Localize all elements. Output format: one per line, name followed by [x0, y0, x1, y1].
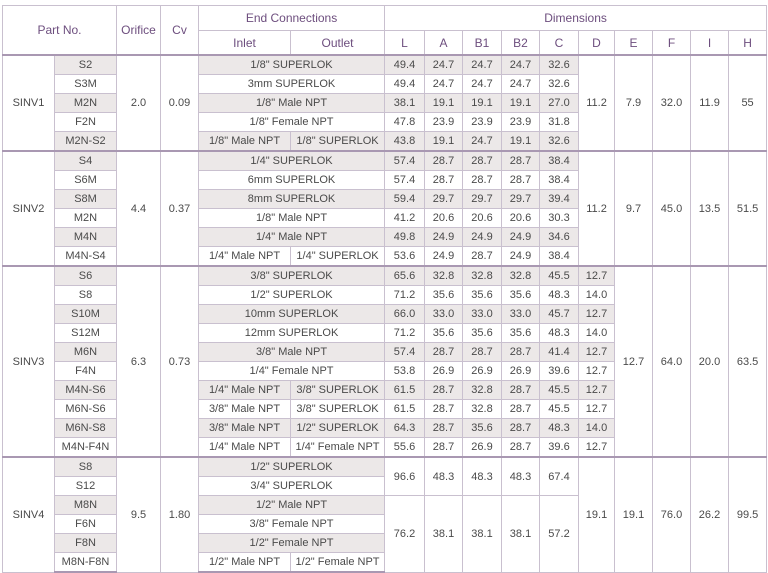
- part-number-cell: F8N: [55, 534, 117, 553]
- dim-c-cell: 67.4: [540, 457, 579, 496]
- dim-b2-cell: 28.7: [502, 343, 540, 362]
- inlet-cell: 3/8" Male NPT: [199, 400, 291, 419]
- end-connection-cell: 1/2" SUPERLOK: [199, 286, 385, 305]
- end-connection-cell: 3/8" SUPERLOK: [199, 266, 385, 286]
- dim-i-cell: 20.0: [691, 266, 729, 457]
- dim-a-cell: 35.6: [425, 286, 463, 305]
- dim-l-cell: 38.1: [385, 94, 425, 113]
- dim-a-cell: 28.7: [425, 381, 463, 400]
- dim-d-cell: 12.7: [579, 362, 615, 381]
- dim-l-cell: 43.8: [385, 132, 425, 152]
- end-connection-cell: 1/4" SUPERLOK: [199, 151, 385, 171]
- dim-a-cell: 24.7: [425, 55, 463, 75]
- dim-d-cell: 12.7: [579, 343, 615, 362]
- dim-l-cell: 96.6: [385, 457, 425, 496]
- dim-b2-cell: 38.1: [502, 496, 540, 573]
- part-number-cell: M4N: [55, 228, 117, 247]
- series-cell: SINV3: [3, 266, 55, 457]
- dim-i-cell: 11.9: [691, 55, 729, 151]
- orifice-cell: 2.0: [117, 55, 161, 151]
- dim-h-cell: 99.5: [729, 457, 767, 572]
- part-number-cell: S12M: [55, 324, 117, 343]
- end-connection-cell: 3mm SUPERLOK: [199, 75, 385, 94]
- dim-b1-cell: 29.7: [463, 190, 502, 209]
- dim-e-cell: 19.1: [615, 457, 653, 572]
- dim-b2-cell: 28.7: [502, 171, 540, 190]
- dim-b2-cell: 29.7: [502, 190, 540, 209]
- part-number-cell: S10M: [55, 305, 117, 324]
- dim-c-cell: 32.6: [540, 55, 579, 75]
- dim-d-cell: 14.0: [579, 286, 615, 305]
- table-row: [3, 55, 767, 75]
- end-connection-cell: 3/8" Female NPT: [199, 515, 385, 534]
- end-connection-cell: 1/2" Male NPT: [199, 496, 385, 515]
- dim-c-cell: 45.7: [540, 305, 579, 324]
- dim-c-cell: 45.5: [540, 381, 579, 400]
- dim-f-cell: 64.0: [653, 266, 691, 457]
- dim-c-cell: 39.6: [540, 438, 579, 458]
- outlet-cell: 1/4" Female NPT: [291, 438, 385, 458]
- dim-a-cell: 23.9: [425, 113, 463, 132]
- dim-a-cell: 28.7: [425, 343, 463, 362]
- end-connection-cell: 6mm SUPERLOK: [199, 171, 385, 190]
- dim-b2-cell: 28.7: [502, 400, 540, 419]
- inlet-cell: 1/4" Male NPT: [199, 438, 291, 458]
- part-number-cell: S8: [55, 286, 117, 305]
- dim-l-cell: 61.5: [385, 400, 425, 419]
- dim-a-cell: 19.1: [425, 94, 463, 113]
- dim-b2-cell: 24.9: [502, 228, 540, 247]
- dim-h-cell: 63.5: [729, 266, 767, 457]
- dim-l-cell: 76.2: [385, 496, 425, 573]
- dim-c-cell: 38.4: [540, 151, 579, 171]
- dim-c-cell: 48.3: [540, 286, 579, 305]
- dim-b1-cell: 23.9: [463, 113, 502, 132]
- dim-c-cell: 30.3: [540, 209, 579, 228]
- dim-a-cell: 19.1: [425, 132, 463, 152]
- header-end-connections: End Connections: [199, 6, 385, 31]
- dim-b2-cell: 24.7: [502, 75, 540, 94]
- part-number-cell: S4: [55, 151, 117, 171]
- end-connection-cell: 1/2" Female NPT: [199, 534, 385, 553]
- dim-l-cell: 49.8: [385, 228, 425, 247]
- dim-b1-cell: 38.1: [463, 496, 502, 573]
- end-connection-cell: 1/4" Female NPT: [199, 362, 385, 381]
- end-connection-cell: 8mm SUPERLOK: [199, 190, 385, 209]
- outlet-cell: 1/8" SUPERLOK: [291, 132, 385, 152]
- part-number-cell: M8N: [55, 496, 117, 515]
- end-connection-cell: 1/8" SUPERLOK: [199, 55, 385, 75]
- dim-c-cell: 27.0: [540, 94, 579, 113]
- end-connection-cell: 1/2" SUPERLOK: [199, 457, 385, 477]
- dim-c-cell: 31.8: [540, 113, 579, 132]
- dim-f-cell: 45.0: [653, 151, 691, 266]
- header-orifice: Orifice: [117, 6, 161, 56]
- dim-c-cell: 57.2: [540, 496, 579, 573]
- header-inlet: Inlet: [199, 31, 291, 56]
- dim-b1-cell: 28.7: [463, 343, 502, 362]
- dim-c-cell: 39.6: [540, 362, 579, 381]
- dim-b1-cell: 24.7: [463, 132, 502, 152]
- end-connection-cell: 3/8" Male NPT: [199, 343, 385, 362]
- dim-l-cell: 71.2: [385, 324, 425, 343]
- dim-l-cell: 66.0: [385, 305, 425, 324]
- part-number-cell: F6N: [55, 515, 117, 534]
- header-dim-b2: B2: [502, 31, 540, 56]
- dim-b1-cell: 20.6: [463, 209, 502, 228]
- header-cv: Cv: [161, 6, 199, 56]
- dim-b2-cell: 26.9: [502, 362, 540, 381]
- dim-f-cell: 32.0: [653, 55, 691, 151]
- header-dim-d: D: [579, 31, 615, 56]
- dim-b2-cell: 33.0: [502, 305, 540, 324]
- header-dim-a: A: [425, 31, 463, 56]
- dim-d-cell: 12.7: [579, 381, 615, 400]
- dim-a-cell: 24.9: [425, 228, 463, 247]
- dim-b1-cell: 26.9: [463, 438, 502, 458]
- dim-l-cell: 57.4: [385, 343, 425, 362]
- dim-b2-cell: 28.7: [502, 151, 540, 171]
- header-dim-i: I: [691, 31, 729, 56]
- dim-a-cell: 24.7: [425, 75, 463, 94]
- dim-b1-cell: 32.8: [463, 266, 502, 286]
- part-number-cell: S6: [55, 266, 117, 286]
- dim-l-cell: 49.4: [385, 55, 425, 75]
- dim-c-cell: 39.4: [540, 190, 579, 209]
- part-number-cell: S12: [55, 477, 117, 496]
- dim-a-cell: 28.7: [425, 438, 463, 458]
- dim-b2-cell: 24.7: [502, 55, 540, 75]
- dim-l-cell: 53.8: [385, 362, 425, 381]
- part-number-cell: M4N-S6: [55, 381, 117, 400]
- outlet-cell: 1/4" SUPERLOK: [291, 247, 385, 267]
- dim-b1-cell: 28.7: [463, 247, 502, 267]
- part-number-cell: S2: [55, 55, 117, 75]
- dim-b1-cell: 28.7: [463, 151, 502, 171]
- dim-d-cell: 14.0: [579, 419, 615, 438]
- dim-b1-cell: 19.1: [463, 94, 502, 113]
- cv-cell: 1.80: [161, 457, 199, 572]
- inlet-cell: 1/2" Male NPT: [199, 553, 291, 573]
- outlet-cell: 3/8" SUPERLOK: [291, 400, 385, 419]
- dim-b2-cell: 28.7: [502, 419, 540, 438]
- part-number-cell: S8: [55, 457, 117, 477]
- inlet-cell: 3/8" Male NPT: [199, 419, 291, 438]
- part-number-cell: F4N: [55, 362, 117, 381]
- dim-b2-cell: 28.7: [502, 381, 540, 400]
- header-part-no: Part No.: [3, 6, 117, 56]
- header-dim-f: F: [653, 31, 691, 56]
- dim-b1-cell: 26.9: [463, 362, 502, 381]
- dim-i-cell: 26.2: [691, 457, 729, 572]
- table-row: [3, 457, 767, 477]
- header-dim-c: C: [540, 31, 579, 56]
- dim-b1-cell: 35.6: [463, 324, 502, 343]
- dim-d-cell: 12.7: [579, 305, 615, 324]
- outlet-cell: 1/2" Female NPT: [291, 553, 385, 573]
- dim-a-cell: 29.7: [425, 190, 463, 209]
- dim-d-cell: 12.7: [579, 266, 615, 286]
- cv-cell: 0.37: [161, 151, 199, 266]
- table-row: [3, 151, 767, 171]
- dim-b1-cell: 48.3: [463, 457, 502, 496]
- dim-b1-cell: 35.6: [463, 419, 502, 438]
- header-dimensions: Dimensions: [385, 6, 767, 31]
- dim-e-cell: 9.7: [615, 151, 653, 266]
- dim-b1-cell: 32.8: [463, 400, 502, 419]
- dim-c-cell: 38.4: [540, 171, 579, 190]
- dim-h-cell: 55: [729, 55, 767, 151]
- dim-c-cell: 48.3: [540, 419, 579, 438]
- dim-a-cell: 32.8: [425, 266, 463, 286]
- part-number-cell: M6N-S8: [55, 419, 117, 438]
- dim-b2-cell: 19.1: [502, 94, 540, 113]
- cv-cell: 0.09: [161, 55, 199, 151]
- dim-a-cell: 28.7: [425, 419, 463, 438]
- dim-a-cell: 38.1: [425, 496, 463, 573]
- header-dim-h: H: [729, 31, 767, 56]
- end-connection-cell: 1/4" Male NPT: [199, 228, 385, 247]
- end-connection-cell: 1/8" Female NPT: [199, 113, 385, 132]
- dim-c-cell: 34.6: [540, 228, 579, 247]
- dim-b2-cell: 24.9: [502, 247, 540, 267]
- dim-a-cell: 28.7: [425, 171, 463, 190]
- dim-i-cell: 13.5: [691, 151, 729, 266]
- part-number-cell: M2N: [55, 94, 117, 113]
- dim-e-cell: 12.7: [615, 266, 653, 457]
- dim-l-cell: 65.6: [385, 266, 425, 286]
- inlet-cell: 1/4" Male NPT: [199, 247, 291, 267]
- end-connection-cell: 3/4" SUPERLOK: [199, 477, 385, 496]
- part-number-cell: S6M: [55, 171, 117, 190]
- dim-c-cell: 45.5: [540, 266, 579, 286]
- dim-a-cell: 35.6: [425, 324, 463, 343]
- spec-table-body: [3, 55, 767, 572]
- part-number-cell: M4N-S4: [55, 247, 117, 267]
- outlet-cell: 1/2" SUPERLOK: [291, 419, 385, 438]
- dim-b2-cell: 48.3: [502, 457, 540, 496]
- dim-b1-cell: 28.7: [463, 171, 502, 190]
- dim-b1-cell: 24.7: [463, 75, 502, 94]
- dim-c-cell: 32.6: [540, 75, 579, 94]
- dim-b2-cell: 35.6: [502, 286, 540, 305]
- dim-b1-cell: 24.7: [463, 55, 502, 75]
- dim-b2-cell: 20.6: [502, 209, 540, 228]
- part-number-cell: M6N-S6: [55, 400, 117, 419]
- dim-l-cell: 57.4: [385, 171, 425, 190]
- orifice-cell: 9.5: [117, 457, 161, 572]
- part-number-cell: M4N-F4N: [55, 438, 117, 458]
- dim-b1-cell: 35.6: [463, 286, 502, 305]
- spec-table: [2, 5, 767, 573]
- dim-c-cell: 32.6: [540, 132, 579, 152]
- dim-a-cell: 20.6: [425, 209, 463, 228]
- dim-l-cell: 55.6: [385, 438, 425, 458]
- dim-b1-cell: 33.0: [463, 305, 502, 324]
- end-connection-cell: 10mm SUPERLOK: [199, 305, 385, 324]
- dim-l-cell: 47.8: [385, 113, 425, 132]
- dim-c-cell: 45.5: [540, 400, 579, 419]
- part-number-cell: M6N: [55, 343, 117, 362]
- header-dim-e: E: [615, 31, 653, 56]
- dim-l-cell: 61.5: [385, 381, 425, 400]
- dim-c-cell: 48.3: [540, 324, 579, 343]
- part-number-cell: M2N: [55, 209, 117, 228]
- part-number-cell: S3M: [55, 75, 117, 94]
- dim-l-cell: 49.4: [385, 75, 425, 94]
- dim-d-cell: 12.7: [579, 400, 615, 419]
- dim-b1-cell: 24.9: [463, 228, 502, 247]
- dim-b2-cell: 23.9: [502, 113, 540, 132]
- dim-a-cell: 33.0: [425, 305, 463, 324]
- header-outlet: Outlet: [291, 31, 385, 56]
- end-connection-cell: 1/8" Male NPT: [199, 209, 385, 228]
- header-dim-b1: B1: [463, 31, 502, 56]
- orifice-cell: 6.3: [117, 266, 161, 457]
- dim-l-cell: 71.2: [385, 286, 425, 305]
- dim-d-cell: 11.2: [579, 151, 615, 266]
- dim-b2-cell: 28.7: [502, 438, 540, 458]
- dim-a-cell: 24.9: [425, 247, 463, 267]
- end-connection-cell: 12mm SUPERLOK: [199, 324, 385, 343]
- dim-a-cell: 28.7: [425, 400, 463, 419]
- dim-a-cell: 48.3: [425, 457, 463, 496]
- dim-c-cell: 41.4: [540, 343, 579, 362]
- dim-a-cell: 26.9: [425, 362, 463, 381]
- cv-cell: 0.73: [161, 266, 199, 457]
- dim-d-cell: 19.1: [579, 457, 615, 572]
- inlet-cell: 1/4" Male NPT: [199, 381, 291, 400]
- end-connection-cell: 1/8" Male NPT: [199, 94, 385, 113]
- dim-l-cell: 41.2: [385, 209, 425, 228]
- dim-b1-cell: 32.8: [463, 381, 502, 400]
- dim-b2-cell: 35.6: [502, 324, 540, 343]
- table-row: [3, 266, 767, 286]
- dim-f-cell: 76.0: [653, 457, 691, 572]
- dim-a-cell: 28.7: [425, 151, 463, 171]
- dim-d-cell: 14.0: [579, 324, 615, 343]
- dim-d-cell: 12.7: [579, 438, 615, 458]
- series-cell: SINV1: [3, 55, 55, 151]
- orifice-cell: 4.4: [117, 151, 161, 266]
- dim-d-cell: 11.2: [579, 55, 615, 151]
- dim-l-cell: 53.6: [385, 247, 425, 267]
- part-number-cell: M2N-S2: [55, 132, 117, 152]
- part-number-cell: S8M: [55, 190, 117, 209]
- series-cell: SINV2: [3, 151, 55, 266]
- dim-b2-cell: 32.8: [502, 266, 540, 286]
- dim-h-cell: 51.5: [729, 151, 767, 266]
- dim-c-cell: 38.4: [540, 247, 579, 267]
- header-dim-l: L: [385, 31, 425, 56]
- dim-l-cell: 57.4: [385, 151, 425, 171]
- dim-l-cell: 59.4: [385, 190, 425, 209]
- dim-l-cell: 64.3: [385, 419, 425, 438]
- outlet-cell: 3/8" SUPERLOK: [291, 381, 385, 400]
- inlet-cell: 1/8" Male NPT: [199, 132, 291, 152]
- dim-b2-cell: 19.1: [502, 132, 540, 152]
- dim-e-cell: 7.9: [615, 55, 653, 151]
- series-cell: SINV4: [3, 457, 55, 572]
- part-number-cell: M8N-F8N: [55, 553, 117, 573]
- part-number-cell: F2N: [55, 113, 117, 132]
